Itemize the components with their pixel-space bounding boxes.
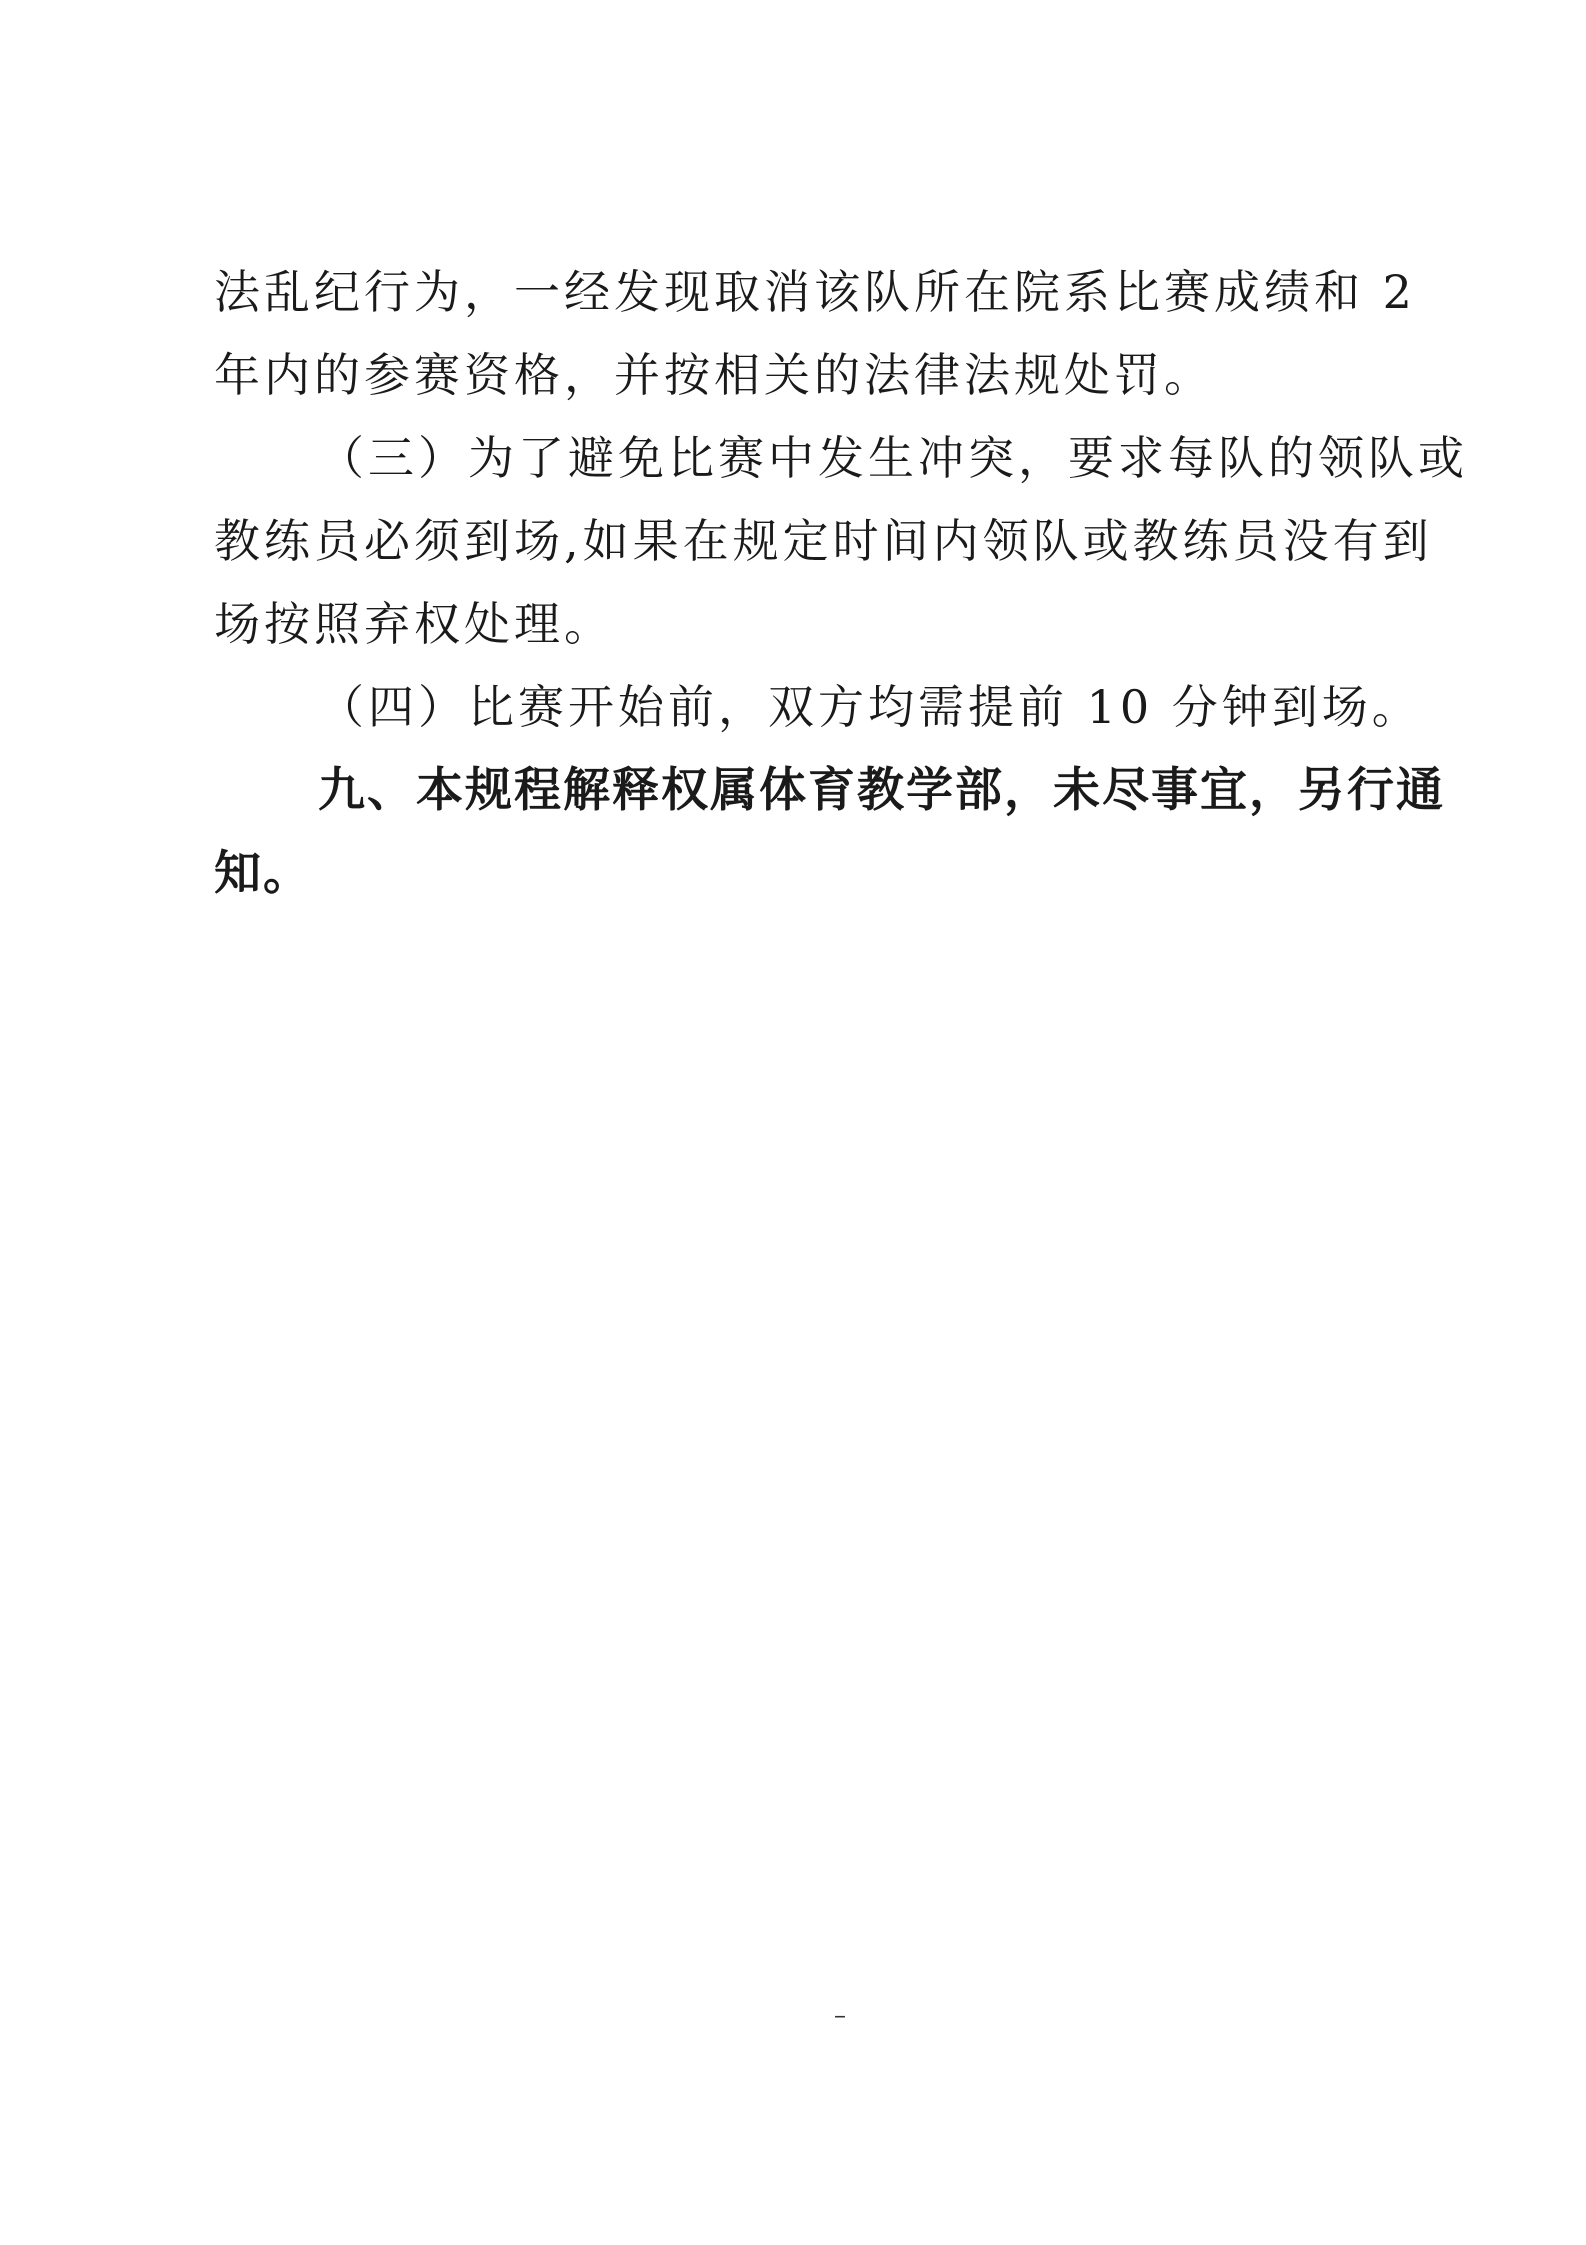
paragraph-2-line-1: （三）为了避免比赛中发生冲突，要求每队的领队或 xyxy=(318,431,1468,485)
section-nine-line-1: 九、本规程解释权属体育教学部，未尽事宜，另行通 xyxy=(318,763,1445,818)
section-nine-line-2: 知。 xyxy=(214,846,312,901)
page-number: – xyxy=(834,2001,846,2029)
paragraph-2-line-2: 教练员必须到场,如果在规定时间内领队或教练员没有到 xyxy=(214,514,1433,568)
paragraph-1-line-2: 年内的参赛资格，并按相关的法律法规处罚。 xyxy=(214,348,1214,402)
paragraph-3-line-1: （四）比赛开始前，双方均需提前 10 分钟到场。 xyxy=(318,680,1422,734)
paragraph-2-line-3: 场按照弃权处理。 xyxy=(214,597,614,651)
paragraph-1-line-1: 法乱纪行为，一经发现取消该队所在院系比赛成绩和 2 xyxy=(214,265,1416,319)
